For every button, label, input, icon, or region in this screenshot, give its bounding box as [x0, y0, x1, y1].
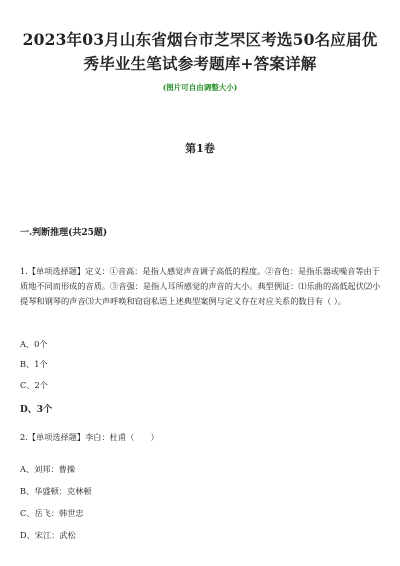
question-1-option-d: D、3个 [20, 405, 53, 415]
question-2-text: 2.【单项选择题】李白：杜甫（ ） [20, 432, 159, 442]
volume-heading: 第1卷 [185, 142, 215, 155]
question-2-option-a: A、刘邦：曹操 [20, 464, 76, 474]
section-heading: 一.判断推理(共25题) [20, 228, 108, 238]
question-1-option-a: A、0个 [20, 339, 48, 349]
question-1-option-c: C、2个 [20, 380, 48, 390]
question-2-option-d: D、宋江：武松 [20, 530, 76, 540]
image-resize-note: (图片可自由调整大小) [162, 83, 238, 92]
question-1-option-b: B、1个 [20, 359, 48, 369]
question-2-option-b: B、华盛顿：克林顿 [20, 486, 92, 496]
document-title: 2023年03月山东省烟台市芝罘区考选50名应届优秀毕业生笔试参考题库+答案详解 [22, 30, 378, 73]
question-2-option-c: C、岳飞：韩世忠 [20, 508, 84, 518]
question-1-text: 1.【单项选择题】定义：①音高：是指人感觉声音调子高低的程度。②音色：是指乐器或噪音等由于质地不同而形成的音质。③音强：是指人耳所感觉的声音的大小。典型例证：⑴乐曲的高低起伏⑵小提琴和钢琴的声音⑶大声呼唤和窃窃私语上述典型案例与定义存在对应关系的数目有（ ）。 [20, 266, 381, 306]
